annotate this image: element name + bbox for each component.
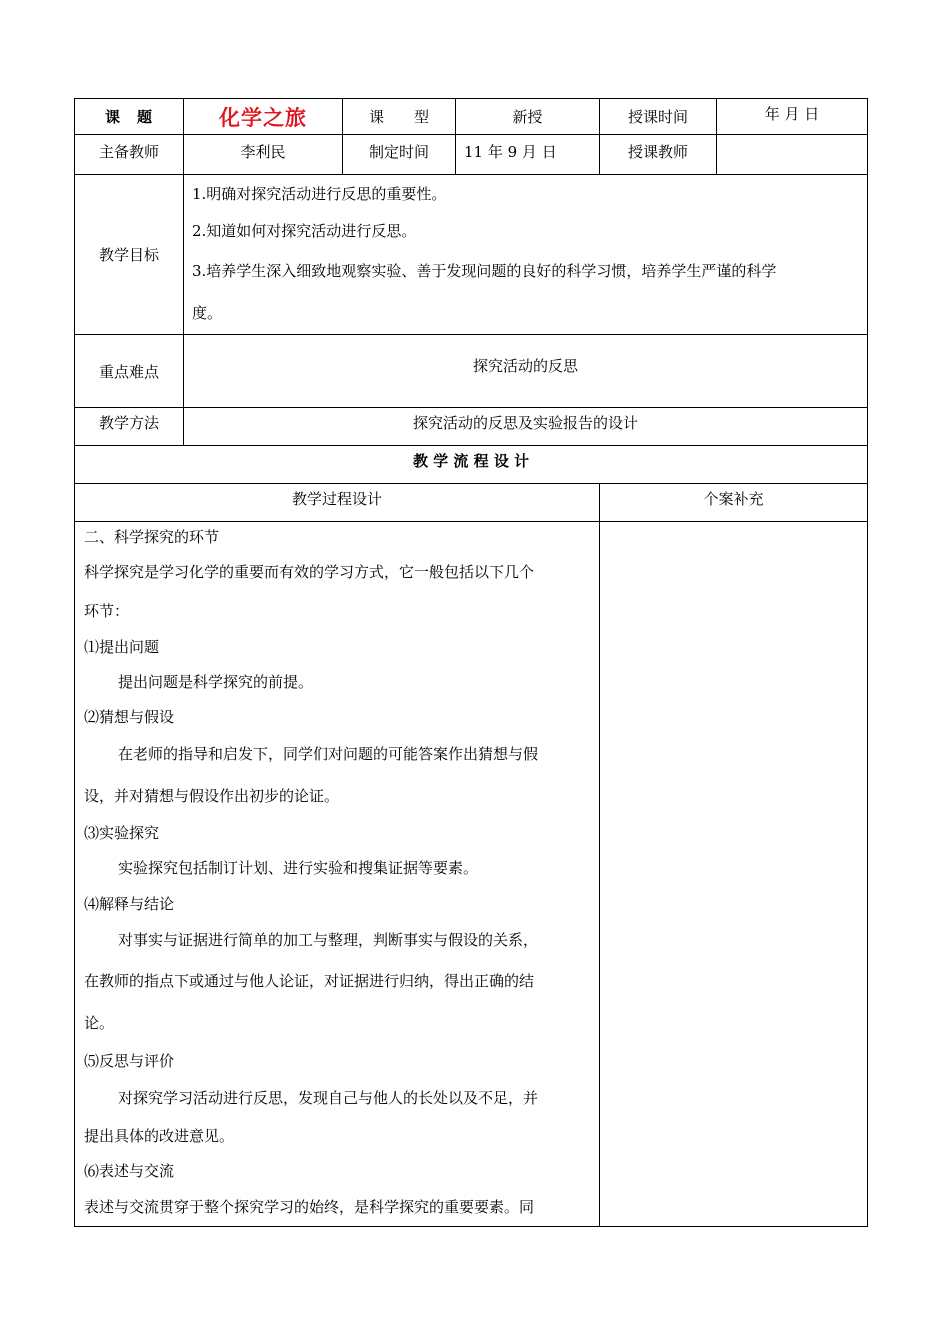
key-points-label: 重点难点 <box>75 335 184 408</box>
method-label: 教学方法 <box>75 408 184 446</box>
key-points-value: 探究活动的反思 <box>184 335 868 408</box>
header-row-1 <box>75 99 868 135</box>
process-step: ⑴提出问题 <box>84 638 160 656</box>
process-line: 在教师的指点下或通过与他人论证，对证据进行归纳，得出正确的结 <box>84 972 535 990</box>
flow-content-row <box>75 522 868 1227</box>
goals-label: 教学目标 <box>75 175 184 335</box>
key-points-row <box>75 335 868 408</box>
goals-row <box>75 175 868 335</box>
process-line: 论。 <box>84 1014 115 1032</box>
header-row-2 <box>75 135 868 175</box>
made-time-label: 制定时间 <box>343 135 456 175</box>
process-line: 表述与交流贯穿于整个探究学习的始终，是科学探究的重要要素。同 <box>84 1198 535 1216</box>
process-line: 设，并对猜想与假设作出初步的论证。 <box>84 787 340 805</box>
process-heading: 二、科学探究的环节 <box>84 528 220 546</box>
process-line: 实验探究包括制订计划、进行实验和搜集证据等要素。 <box>118 859 479 877</box>
process-step: ⑸反思与评价 <box>84 1052 175 1070</box>
process-step: ⑹表述与交流 <box>84 1162 175 1180</box>
lesson-plan-table <box>74 98 868 1227</box>
flow-title-row <box>75 446 868 484</box>
teacher-value <box>717 135 868 175</box>
topic-value: 化学之旅 <box>184 99 343 135</box>
process-line: 环节： <box>84 602 130 620</box>
topic-label: 课 题 <box>75 99 184 135</box>
made-time-value: 11 年 9 月 日 <box>456 135 600 175</box>
col-supplement-header: 个案补充 <box>600 484 868 522</box>
goals-content <box>184 175 868 335</box>
col-process-header: 教学过程设计 <box>75 484 600 522</box>
process-step: ⑵猜想与假设 <box>84 708 175 726</box>
lead-teacher-value: 李利民 <box>184 135 343 175</box>
class-time-label: 授课时间 <box>600 99 717 135</box>
goal-item: 1.明确对探究活动进行反思的重要性。 <box>192 185 447 203</box>
teacher-label: 授课教师 <box>600 135 717 175</box>
method-value: 探究活动的反思及实验报告的设计 <box>184 408 868 446</box>
type-label: 课 型 <box>343 99 456 135</box>
flow-header-row <box>75 484 868 522</box>
flow-title: 教 学 流 程 设 计 <box>75 446 868 484</box>
process-line: 在老师的指导和启发下，同学们对问题的可能答案作出猜想与假 <box>118 745 539 763</box>
process-line: 提出具体的改进意见。 <box>84 1127 235 1145</box>
process-line: 对探究学习活动进行反思，发现自己与他人的长处以及不足，并 <box>118 1089 539 1107</box>
process-line: 对事实与证据进行简单的加工与整理，判断事实与假设的关系， <box>118 931 539 949</box>
goal-item: 2.知道如何对探究活动进行反思。 <box>192 222 417 240</box>
process-step: ⑶实验探究 <box>84 824 160 842</box>
goal-item: 度。 <box>192 304 223 322</box>
goal-item: 3.培养学生深入细致地观察实验、善于发现问题的良好的科学习惯，培养学生严谨的科学 <box>192 262 777 280</box>
process-step: ⑷解释与结论 <box>84 895 175 913</box>
lead-teacher-label: 主备教师 <box>75 135 184 175</box>
supplement-content <box>600 522 868 1227</box>
process-content <box>75 522 600 1227</box>
method-row <box>75 408 868 446</box>
class-time-value: 年 月 日 <box>717 99 868 135</box>
process-line: 科学探究是学习化学的重要而有效的学习方式，它一般包括以下几个 <box>84 563 535 581</box>
process-line: 提出问题是科学探究的前提。 <box>118 673 314 691</box>
type-value: 新授 <box>456 99 600 135</box>
